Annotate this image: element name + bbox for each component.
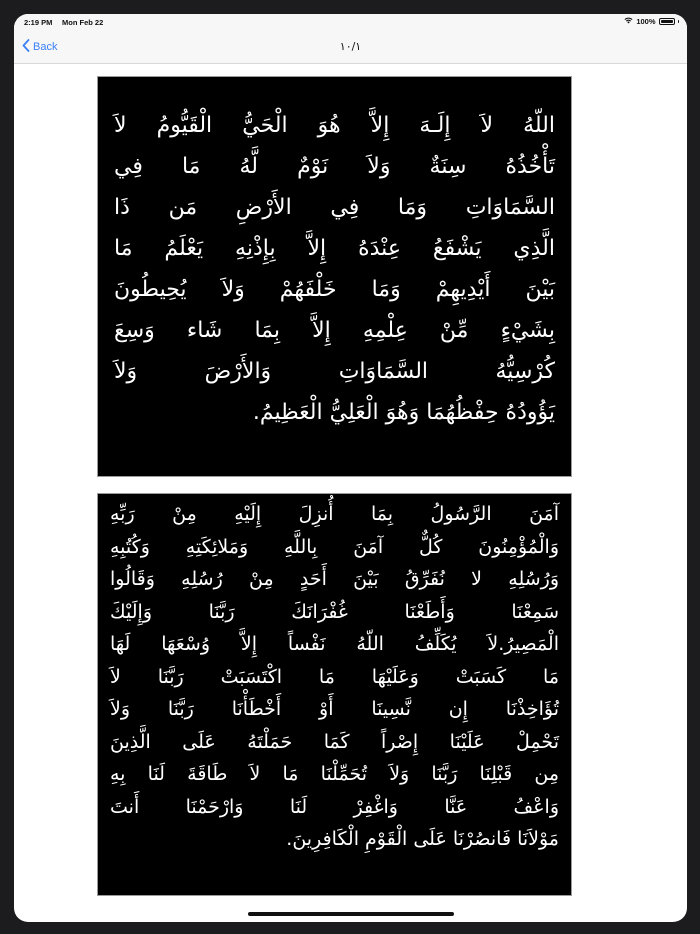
verse-panel-amana-rasul bbox=[97, 493, 572, 896]
back-label: Back bbox=[33, 41, 58, 53]
verse-line: سَمِعْنَا وَأَطَعْنَا غُفْرَانَكَ رَبَّنَا وَإِلَيْكَ bbox=[110, 600, 559, 623]
verse-line: مَا كَسَبَتْ وَعَلَيْهَا مَا اكْتَسَبَتْ رَبَّنَا لاَ bbox=[110, 665, 559, 688]
status-date: Mon Feb 22 bbox=[62, 18, 104, 27]
status-indicators bbox=[624, 17, 679, 26]
verse-line: وَاعْفُ عَنَّا وَاغْفِرْ لَنَا وَارْحَمْنَا أَنتَ bbox=[110, 795, 559, 818]
battery-full-icon bbox=[659, 18, 675, 25]
verse-line: الْمَصِيرُ.لاَ يُكَلِّفُ اللّهُ نَفْساً إِلاَّ وُسْعَهَا لَهَا bbox=[110, 633, 559, 655]
home-indicator[interactable] bbox=[248, 912, 454, 916]
wifi-icon bbox=[624, 17, 633, 26]
verse-line: مَوْلاَنَا فَانصُرْنَا عَلَى الْقَوْمِ الْكَافِرِينَ. bbox=[286, 828, 559, 850]
verse-line: آمَنَ الرَّسُولُ بِمَا أُنزِلَ إِلَيْهِ مِنْ رَبِّهِ bbox=[110, 503, 559, 525]
battery-tip bbox=[678, 20, 680, 23]
verse-line: تَحْمِلْ عَلَيْنَا إِصْراً كَمَا حَمَلْتَهُ عَلَى الَّذِينَ bbox=[110, 730, 559, 753]
verse-line: بِشَيْءٍ مِّنْ عِلْمِهِ إِلاَّ بِمَا شَاء وَسِعَ bbox=[114, 318, 555, 343]
verse-panel-ayat-al-kursi bbox=[97, 76, 572, 477]
page-title: ١٠/١ bbox=[339, 40, 362, 53]
navigation-bar bbox=[14, 32, 687, 64]
status-time: 2:19 PM bbox=[24, 18, 53, 27]
verse-line: تُؤَاخِذْنَا إِن نَّسِينَا أَوْ أَخْطَأْنَا رَبَّنَا وَلاَ bbox=[110, 698, 559, 720]
status-bar bbox=[14, 14, 687, 32]
verse-line: مِن قَبْلِنَا رَبَّنَا وَلاَ تُحَمِّلْنَا مَا لاَ طَاقَةَ لَنَا بِهِ bbox=[110, 763, 559, 785]
verse-line: تَأْخُذُهُ سِنَةٌ وَلاَ نَوْمٌ لَّهُ مَا فِي bbox=[114, 154, 555, 179]
verse-line: وَرُسُلِهِ لا نُفَرِّقُ بَيْنَ أَحَدٍ مِنْ رُسُلِهِ وَقَالُوا bbox=[110, 568, 559, 590]
battery-percent: 100% bbox=[636, 17, 656, 26]
verse-line: يَؤُودُهُ حِفْظُهُمَا وَهُوَ الْعَلِيُّ الْعَظِيمُ. bbox=[252, 400, 555, 425]
verse-line: وَالْمُؤْمِنُونَ كُلٌّ آمَنَ بِاللَّهِ وَمَلائِكَتِهِ وَكُتُبِهِ bbox=[110, 535, 559, 558]
verse-line: بَيْنَ أَيْدِيهِمْ وَمَا خَلْفَهُمْ وَلاَ يُحِيطُونَ bbox=[114, 277, 555, 302]
verse-line: اللّهُ لاَ إِلَـهَ إِلاَّ هُوَ الْحَيُّ الْقَيُّومُ لاَ bbox=[114, 113, 555, 138]
verse-line: كُرْسِيُّهُ السَّمَاوَاتِ وَالأَرْضَ وَلاَ bbox=[114, 359, 555, 384]
verse-line: الَّذِي يَشْفَعُ عِنْدَهُ إِلاَّ بِإِذْنِهِ يَعْلَمُ مَا bbox=[114, 236, 555, 261]
app-window bbox=[14, 14, 687, 922]
verse-line: السَّمَاوَاتِ وَمَا فِي الأَرْضِ مَن ذَا bbox=[114, 195, 555, 220]
